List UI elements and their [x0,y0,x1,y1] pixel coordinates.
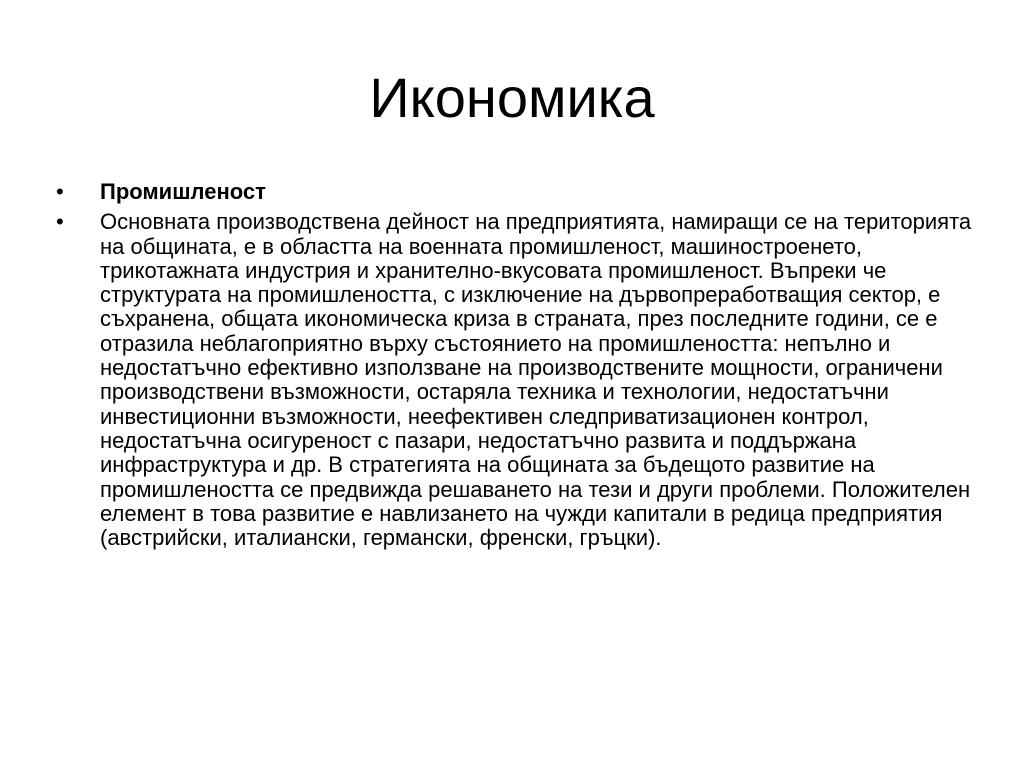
bullet-heading: Промишленост [100,179,266,204]
bullet-paragraph: Основната производствена дейност на предприятията, намиращи се на територията на общината, е в областта на военната промишленост, машиностроенето, трикотажната индустрия и хранително-вкусовата промишленост. Въпреки че структурата на промишлеността, с изключение на дървопреработващия сектор, е съхранена, общата икономическа криза в страната, през последните години, се е отразила неблагоприятно върху състоянието на промишлеността: непълно и недостатъчно ефективно използване на производствените мощности, ограничени производствени възможности, остаряла техника и технологии, недостатъчни инвестиционни възможности, неефективен следприватизационен контрол, недостатъчна осигуреност с пазари, недостатъчно развита и поддържана инфраструктура и др. В стратегията на общината за бъдещото развитие на промишлеността се предвижда решаването на тези и други проблеми. Положителен елемент в това развитие е навлизането на чужди капитали в редица предприятия (австрийски, италиански, германски, френски, гръцки). [100,209,972,551]
bullet-item-industry [56,180,976,204]
bullet-item-description [56,210,976,550]
bullet-marker: • [56,209,64,235]
bullet-list [56,180,976,556]
bullet-marker: • [56,179,64,204]
slide-title: Икономика [369,66,655,129]
